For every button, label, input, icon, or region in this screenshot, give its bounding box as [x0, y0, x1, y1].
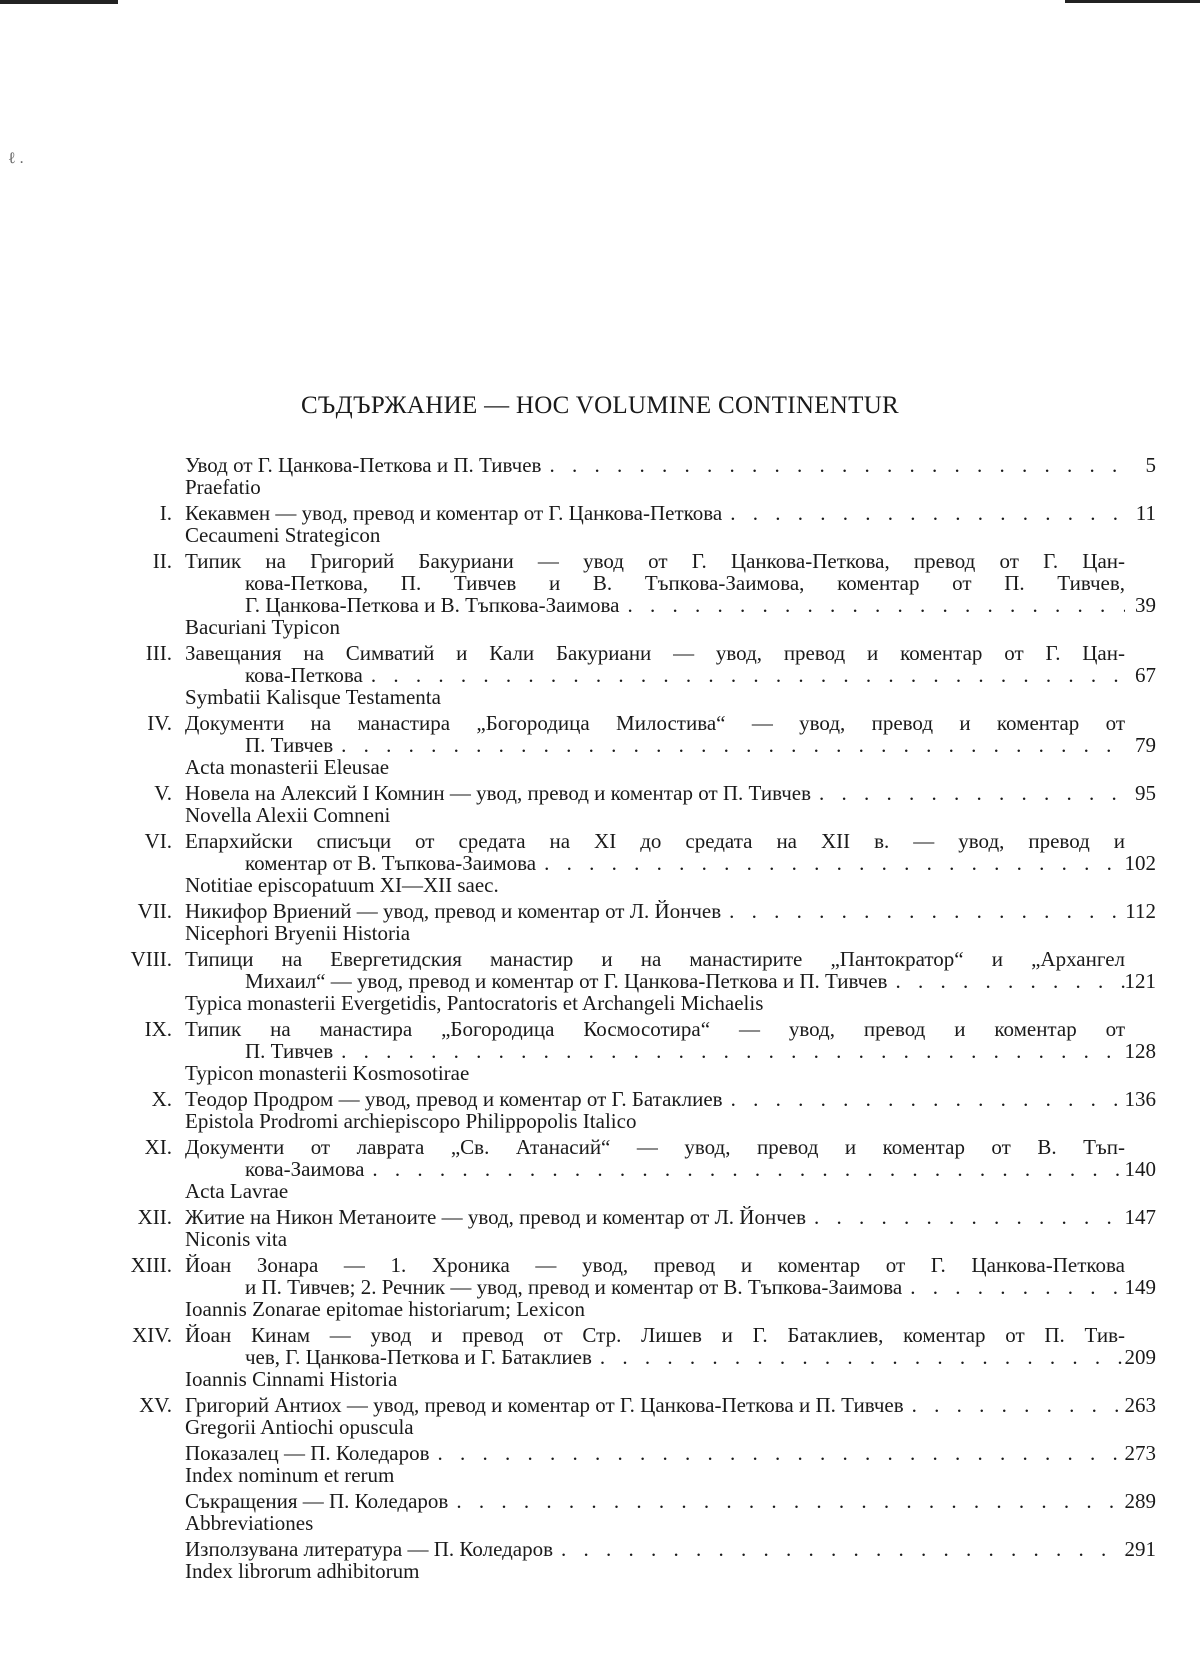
- entry-title: Йоан Зонара — 1. Хроника — увод, превод и коментар от Г. Цанкова-Петкова: [185, 1253, 1125, 1277]
- page-number: 140: [1124, 1157, 1156, 1181]
- dot-leader: [627, 594, 1125, 616]
- dot-leader: [561, 1538, 1125, 1560]
- dot-leader: [456, 1490, 1125, 1512]
- toc-entry: [0, 830, 1200, 896]
- entry-title: и П. Тивчев; 2. Речник — увод, превод и коментар от В. Тъпкова-Заимова: [245, 1275, 903, 1299]
- dot-leader: [910, 1276, 1125, 1298]
- toc-entry: [0, 712, 1200, 778]
- latin-title: Novella Alexii Comneni: [185, 803, 391, 827]
- entry-title: Увод от Г. Цанкова-Петкова и П. Тивчев: [185, 453, 542, 477]
- dot-leader: [341, 734, 1125, 756]
- entry-number: VI.: [144, 829, 172, 853]
- latin-title: Gregorii Antiochi opuscula: [185, 1415, 414, 1439]
- page-number: 273: [1124, 1441, 1156, 1465]
- entry-title: Използувана литература — П. Коледаров: [185, 1537, 554, 1561]
- toc-entry: [0, 782, 1200, 826]
- dot-leader: [814, 1206, 1125, 1228]
- entry-title: Типик на манастира „Богородица Космосотира“ — увод, превод и коментар от: [185, 1017, 1125, 1041]
- toc-entry: [0, 642, 1200, 708]
- toc-entry: [0, 1136, 1200, 1202]
- dot-leader: [819, 782, 1125, 804]
- page-number: 112: [1125, 899, 1156, 923]
- dot-leader: [912, 1394, 1125, 1416]
- dot-leader: [438, 1442, 1125, 1464]
- page-number: 5: [1145, 453, 1156, 477]
- header-rule-right: [1065, 0, 1200, 3]
- page-number: 102: [1124, 851, 1156, 875]
- entry-number: IX.: [144, 1017, 172, 1041]
- toc-entry: [0, 1324, 1200, 1390]
- latin-title: Acta Lavrae: [185, 1179, 289, 1203]
- page-number: 291: [1124, 1537, 1156, 1561]
- dot-leader: [371, 664, 1125, 686]
- entry-title: Михаил“ — увод, превод и коментар от Г. Цанкова-Петкова и П. Тивчев: [245, 969, 888, 993]
- dot-leader: [600, 1346, 1125, 1368]
- page-number: 79: [1135, 733, 1156, 757]
- dot-leader: [895, 970, 1125, 992]
- latin-title: Typica monasterii Evergetidis, Pantocratoris et Archangeli Michaelis: [185, 991, 764, 1015]
- entry-number: VIII.: [130, 947, 172, 971]
- page-number: 95: [1135, 781, 1156, 805]
- entry-title: П. Тивчев: [245, 733, 334, 757]
- entry-number: XIV.: [132, 1323, 172, 1347]
- entry-title: кова-Петкова: [245, 663, 363, 687]
- latin-title: Index librorum adhibitorum: [185, 1559, 420, 1583]
- entry-number: IV.: [147, 711, 172, 735]
- latin-title: Cecaumeni Strategicon: [185, 523, 381, 547]
- entry-title: Съкращения — П. Коледаров: [185, 1489, 449, 1513]
- entry-title: Житие на Никон Метаноите — увод, превод и коментар от Л. Йончев: [185, 1205, 807, 1229]
- entry-number: V.: [154, 781, 172, 805]
- page-number: 149: [1124, 1275, 1156, 1299]
- entry-title: Йоан Кинам — увод и превод от Стр. Лишев и Г. Батаклиев, коментар от П. Тив-: [185, 1323, 1125, 1347]
- dot-leader: [731, 1088, 1125, 1110]
- latin-title: Niconis vita: [185, 1227, 288, 1251]
- dot-leader: [729, 900, 1125, 922]
- entry-number: X.: [151, 1087, 172, 1111]
- entry-number: II.: [152, 549, 172, 573]
- latin-title: Acta monasterii Eleusae: [185, 755, 390, 779]
- entry-number: XIII.: [130, 1253, 172, 1277]
- entry-title: Теодор Продром — увод, превод и коментар от Г. Батаклиев: [185, 1087, 723, 1111]
- entry-title: Кекавмен — увод, превод и коментар от Г. Цанкова-Петкова: [185, 501, 723, 525]
- entry-title: Документи от лаврата „Св. Атанасий“ — увод, превод и коментар от В. Тъп-: [185, 1135, 1125, 1159]
- entry-title: Документи на манастира „Богородица Милостива“ — увод, превод и коментар от: [185, 711, 1125, 735]
- latin-title: Typicon monasterii Kosmosotirae: [185, 1061, 470, 1085]
- toc-entry: [0, 900, 1200, 944]
- page-number: 136: [1124, 1087, 1156, 1111]
- page-number: 263: [1124, 1393, 1156, 1417]
- toc-entry: [0, 1088, 1200, 1132]
- dot-leader: [372, 1158, 1125, 1180]
- header-rule-left: [0, 0, 118, 4]
- toc-entry: [0, 1538, 1200, 1582]
- entry-title: кова-Заимова: [245, 1157, 365, 1181]
- latin-title: Ioannis Cinnami Historia: [185, 1367, 398, 1391]
- toc-entry: [0, 1206, 1200, 1250]
- page-number: 128: [1124, 1039, 1156, 1063]
- entry-title: Г. Цанкова-Петкова и В. Тъпкова-Заимова: [245, 593, 620, 617]
- page-number: 67: [1135, 663, 1156, 687]
- entry-number: III.: [145, 641, 172, 665]
- toc-entry: [0, 502, 1200, 546]
- toc-entry: [0, 948, 1200, 1014]
- entry-number: XII.: [137, 1205, 172, 1229]
- latin-title: Praefatio: [185, 475, 261, 499]
- entry-number: XV.: [139, 1393, 172, 1417]
- latin-title: Ioannis Zonarae epitomae historiarum; Lexicon: [185, 1297, 586, 1321]
- table-of-contents: [0, 454, 1200, 1586]
- toc-entry: [0, 1490, 1200, 1534]
- entry-number: VII.: [137, 899, 172, 923]
- entry-title: Типици на Евергетидския манастир и на манастирите „Пантократор“ и „Архангел: [185, 947, 1125, 971]
- entry-title: Никифор Вриений — увод, превод и коментар от Л. Йончев: [185, 899, 722, 923]
- dot-leader: [549, 454, 1125, 476]
- entry-title: Григорий Антиох — увод, превод и коментар от Г. Цанкова-Петкова и П. Тивчев: [185, 1393, 904, 1417]
- entry-title: Новела на Алексий I Комнин — увод, превод и коментар от П. Тивчев: [185, 781, 812, 805]
- dot-leader: [341, 1040, 1125, 1062]
- dot-leader: [730, 502, 1125, 524]
- page-number: 121: [1124, 969, 1156, 993]
- entry-title: Епархийски списъци от средата на XI до средата на XII в. — увод, превод и: [185, 829, 1125, 853]
- toc-entry: [0, 1254, 1200, 1320]
- latin-title: Notitiae episcopatuum XI—XII saec.: [185, 873, 499, 897]
- entry-title: коментар от В. Тъпкова-Заимова: [245, 851, 537, 875]
- entry-title: кова-Петкова, П. Тивчев и В. Тъпкова-Заимова, коментар от П. Тивчев,: [245, 571, 1125, 595]
- toc-entry: [0, 1394, 1200, 1438]
- page-number: 289: [1124, 1489, 1156, 1513]
- page-number: 147: [1124, 1205, 1156, 1229]
- entry-title: Завещания на Симватий и Кали Бакуриани — увод, превод и коментар от Г. Цан-: [185, 641, 1125, 665]
- page-number: 11: [1135, 501, 1156, 525]
- page-number: 39: [1135, 593, 1156, 617]
- margin-mark: ℓ .: [8, 150, 24, 167]
- entry-number: I.: [159, 501, 172, 525]
- toc-entry: [0, 1442, 1200, 1486]
- entry-number: XI.: [144, 1135, 172, 1159]
- latin-title: Nicephori Bryenii Historia: [185, 921, 411, 945]
- entry-title: Показалец — П. Коледаров: [185, 1441, 430, 1465]
- toc-entry: [0, 454, 1200, 498]
- toc-entry: [0, 550, 1200, 638]
- entry-title: Типик на Григорий Бакуриани — увод от Г. Цанкова-Петкова, превод от Г. Цан-: [185, 549, 1125, 573]
- entry-title: П. Тивчев: [245, 1039, 334, 1063]
- latin-title: Symbatii Kalisque Testamenta: [185, 685, 441, 709]
- dot-leader: [544, 852, 1125, 874]
- entry-title: чев, Г. Цанкова-Петкова и Г. Батаклиев: [245, 1345, 592, 1369]
- toc-entry: [0, 1018, 1200, 1084]
- latin-title: Epistola Prodromi archiepiscopo Philippopolis Italico: [185, 1109, 637, 1133]
- latin-title: Abbreviationes: [185, 1511, 314, 1535]
- page-title: СЪДЪРЖАНИЕ — HOC VOLUMINE CONTINENTUR: [300, 392, 900, 419]
- latin-title: Bacuriani Typicon: [185, 615, 341, 639]
- latin-title: Index nominum et rerum: [185, 1463, 395, 1487]
- page-number: 209: [1124, 1345, 1156, 1369]
